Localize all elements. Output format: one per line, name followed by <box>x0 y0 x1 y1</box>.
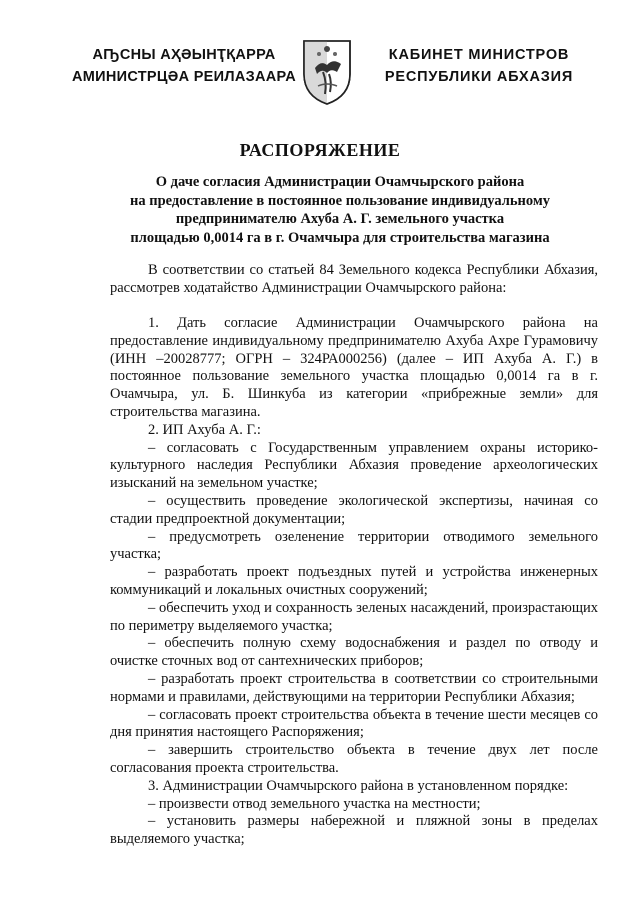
document-subject <box>110 173 570 247</box>
list-item: – разработать проект подъездных путей и устройства инженерных коммуникаций и локальных очистных сооружений; <box>110 564 598 599</box>
list-item: – произвести отвод земельного участка на местности; <box>148 795 481 812</box>
header-left-line1: АҦСНЫ АҲӘЫНҬҚАРРА <box>92 47 276 63</box>
subject-line: площадью 0,0014 га в г. Очамчыра для строительства магазина <box>130 229 550 246</box>
document-body <box>110 262 598 849</box>
header-left-org <box>70 44 298 88</box>
list-item: – обеспечить полную схему водоснабжения и раздел по отводу и очистке сточных вод от сантехнических приборов; <box>110 635 598 670</box>
list-item: – осуществить проведение экологической экспертизы, начиная со стадии предпроектной документации; <box>110 493 598 527</box>
document-title: РАСПОРЯЖЕНИЕ <box>239 140 401 160</box>
subject-line: предпринимателю Ахуба А. Г. земельного участка <box>175 211 505 227</box>
paragraph-2: 2. ИП Ахуба А. Г.: <box>148 421 261 438</box>
list-item: – согласовать проект строительства объекта в течение шести месяцев со дня принятия настоящего Распоряжения; <box>110 706 598 741</box>
header-right-line2: РЕСПУБЛИКИ АБХАЗИЯ <box>384 69 574 85</box>
list-item: – согласовать с Государственным управлением охраны историко-культурного наследия Республики Абхазия проведение археологических изысканий на земельном участке; <box>110 439 598 492</box>
subject-line: О даче согласия Администрации Очамчырского района <box>155 174 525 190</box>
header-right-line1: КАБИНЕТ МИНИСТРОВ <box>388 47 570 63</box>
list-item: – завершить строительство объекта в течение двух лет после согласования проекта строительства. <box>110 742 598 777</box>
list-item: – разработать проект строительства в соответствии со строительными нормами и правилами, действующими на территории Республики Абхазия; <box>110 671 598 705</box>
list-item: – установить размеры набережной и пляжной зоны в пределах выделяемого участка; <box>110 813 598 848</box>
paragraph-1: 1. Дать согласие Администрации Очамчырского района на предоставление индивидуальному предпринимателю Ахуба Ахре Гурамовичу (ИНН –20028777; ОГРН – 324РА000256) (далее – ИП Ахуба А. Г.) в постоянное пользование земельного участка площадью 0,0014 га в г. Очамчыра, ул. Б. Шинкуба из категории «прибрежные земли» для строительства магазина. <box>110 315 598 421</box>
coat-of-arms-icon <box>301 38 353 106</box>
list-item: – предусмотреть озеленение территории отводимого земельного участка; <box>110 528 598 563</box>
preamble: В соответствии со статьей 84 Земельного кодекса Республики Абхазия, рассмотрев ходатайство Администрации Очамчырского района: <box>110 262 598 296</box>
paragraph-3: 3. Администрации Очамчырского района в установленном порядке: <box>148 777 569 794</box>
header-right-org <box>376 44 582 88</box>
list-item: – обеспечить уход и сохранность зеленых насаждений, произрастающих по периметру выделяемого участка; <box>110 599 598 634</box>
header-left-line2: АМИНИСТРЦӘА РЕИЛАЗААРА <box>71 69 297 85</box>
subject-line: на предоставление в постоянное пользование индивидуальному <box>129 192 551 209</box>
